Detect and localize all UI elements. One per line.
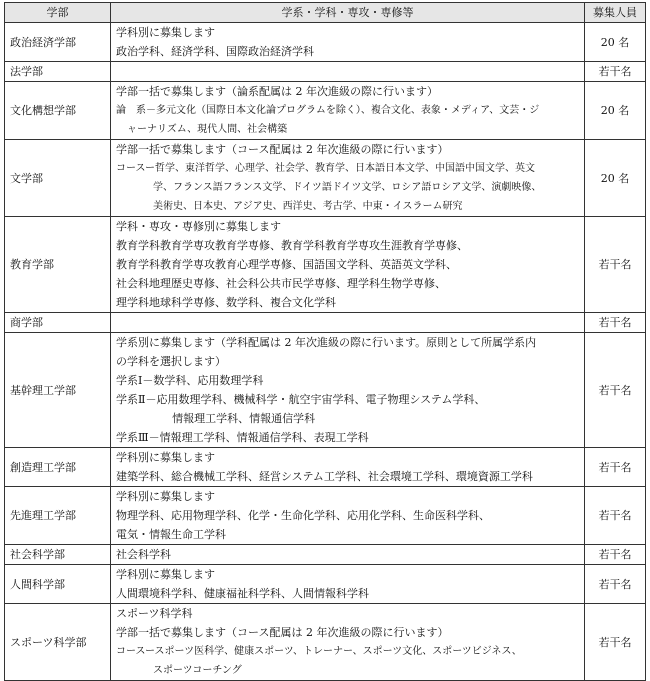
dept-cell: 基幹理工学部 — [5, 333, 111, 448]
desc-line: 学部一括で募集します（コース配属は 2 年次進級の際に行います） — [116, 143, 449, 156]
dept-cell: 人間科学部 — [5, 565, 111, 604]
desc-line: 理学科地球科学専修、数学科、複合文化学科 — [116, 296, 336, 309]
desc-line: 学、フランス語フランス文学、ドイツ語ドイツ文学、ロシア語ロシア文学、演劇映像、 — [153, 182, 542, 193]
desc-line: 教育学科教育学専攻教育心理学専修、国語国文学科、英語英文学科、 — [116, 258, 457, 271]
quota-cell: 20 名 — [585, 140, 646, 217]
quota-cell: 若干名 — [585, 604, 646, 681]
dept-cell: 政治経済学部 — [5, 23, 111, 62]
desc-line: 学部一括で募集します（論系配属は 2 年次進級の際に行います） — [116, 85, 438, 98]
table-row — [5, 23, 646, 62]
desc-line: 情報理工学科、情報通信学科 — [172, 412, 316, 425]
desc-line: コースースポーツ医科学、健康スポーツ、トレーナー、スポーツ文化、スポーツビジネス、 — [116, 646, 522, 657]
quota-cell: 若干名 — [585, 333, 646, 448]
quota-cell: 若干名 — [585, 448, 646, 487]
desc-line: の学科を選択します） — [116, 355, 226, 368]
desc-line: 学科別に募集します — [116, 490, 215, 503]
table-row — [5, 604, 646, 681]
dept-cell: 創造理工学部 — [5, 448, 111, 487]
desc-line: 学科・専攻・専修別に募集します — [116, 220, 281, 233]
desc-cell — [111, 604, 585, 681]
desc-line: 社会科地理歴史専修、社会科公共市民学専修、理学科生物学専修、 — [116, 277, 446, 290]
quota-cell: 若干名 — [585, 62, 646, 82]
dept-cell: スポーツ科学部 — [5, 604, 111, 681]
desc-line: 物理学科、応用物理学科、化学・生命化学科、応用化学科、生命医科学科、 — [116, 509, 490, 522]
desc-cell — [111, 23, 585, 62]
desc-line: 学科別に募集します — [116, 26, 215, 39]
table-row — [5, 333, 646, 448]
desc-line: 建築学科、総合機械工学科、経営システム工学科、社会環境工学科、環境資源工学科 — [116, 470, 533, 483]
dept-cell: 法学部 — [5, 62, 111, 82]
admissions-table — [4, 2, 646, 681]
desc-line: 政治学科、経済学科、国際政治経済学科 — [116, 45, 314, 58]
desc-line: 学科別に募集します — [116, 568, 215, 581]
dept-cell: 商学部 — [5, 313, 111, 333]
desc-line: ャーナリズム、現代人間、社会構築 — [127, 124, 288, 135]
quota-cell: 20 名 — [585, 23, 646, 62]
desc-cell — [111, 565, 585, 604]
desc-cell — [111, 333, 585, 448]
desc-line: 教育学科教育学専攻教育学専修、教育学科教育学専攻生涯教育学専修、 — [116, 239, 468, 252]
desc-cell — [111, 217, 585, 313]
table-row — [5, 565, 646, 604]
desc-cell — [111, 140, 585, 217]
desc-line: 人間環境科学科、健康福祉科学科、人間情報科学科 — [116, 587, 369, 600]
desc-line: 論 系－多元文化（国際日本文化論プログラムを除く）、複合文化、表象・メディア、文芸・ジ — [116, 105, 540, 116]
table-row — [5, 448, 646, 487]
desc-line: 学系別に募集します（学科配属は 2 年次進級の際に行います。原則として所属学系内 — [116, 336, 537, 349]
header-row — [5, 3, 646, 23]
desc-line: 学科別に募集します — [116, 451, 215, 464]
table-row — [5, 313, 646, 333]
desc-cell — [111, 313, 585, 333]
quota-cell: 若干名 — [585, 487, 646, 545]
desc-line: 学系Ⅲ－情報理工学科、情報通信学科、表現工学科 — [116, 431, 369, 444]
desc-cell — [111, 62, 585, 82]
desc-line: コースー哲学、東洋哲学、心理学、社会学、教育学、日本語日本文学、中国語中国文学、英文 — [116, 163, 535, 174]
desc-line: スポーツ科学科 — [116, 607, 193, 620]
header-quota: 募集人員 — [585, 3, 646, 23]
desc-line: 美術史、日本史、アジア史、西洋史、考古学、中東・イスラーム研究 — [153, 201, 463, 212]
desc-line: 学部一括で募集します（コース配属は 2 年次進級の際に行います） — [116, 626, 449, 639]
table-row — [5, 140, 646, 217]
quota-cell: 20 名 — [585, 82, 646, 140]
header-dept: 学部 — [5, 3, 111, 23]
desc-line: 学系Ⅰ－数学科、応用数理学科 — [116, 374, 264, 387]
desc-line: スポーツコーチング — [153, 665, 242, 676]
quota-cell: 若干名 — [585, 217, 646, 313]
table-row — [5, 62, 646, 82]
desc-cell — [111, 82, 585, 140]
dept-cell: 先進理工学部 — [5, 487, 111, 545]
desc-cell — [111, 545, 585, 565]
desc-cell — [111, 448, 585, 487]
table-row — [5, 487, 646, 545]
table-row — [5, 545, 646, 565]
desc-line: 社会科学科 — [116, 548, 171, 561]
dept-cell: 文学部 — [5, 140, 111, 217]
table-row — [5, 217, 646, 313]
header-desc: 学系・学科・専攻・専修等 — [111, 3, 585, 23]
desc-line: 電気・情報生命工学科 — [116, 528, 226, 541]
table-row — [5, 82, 646, 140]
quota-cell: 若干名 — [585, 545, 646, 565]
dept-cell: 社会科学部 — [5, 545, 111, 565]
quota-cell: 若干名 — [585, 313, 646, 333]
desc-cell — [111, 487, 585, 545]
dept-cell: 教育学部 — [5, 217, 111, 313]
dept-cell: 文化構想学部 — [5, 82, 111, 140]
quota-cell: 若干名 — [585, 565, 646, 604]
desc-line: 学系Ⅱ－応用数理学科、機械科学・航空宇宙学科、電子物理システム学科、 — [116, 393, 486, 406]
